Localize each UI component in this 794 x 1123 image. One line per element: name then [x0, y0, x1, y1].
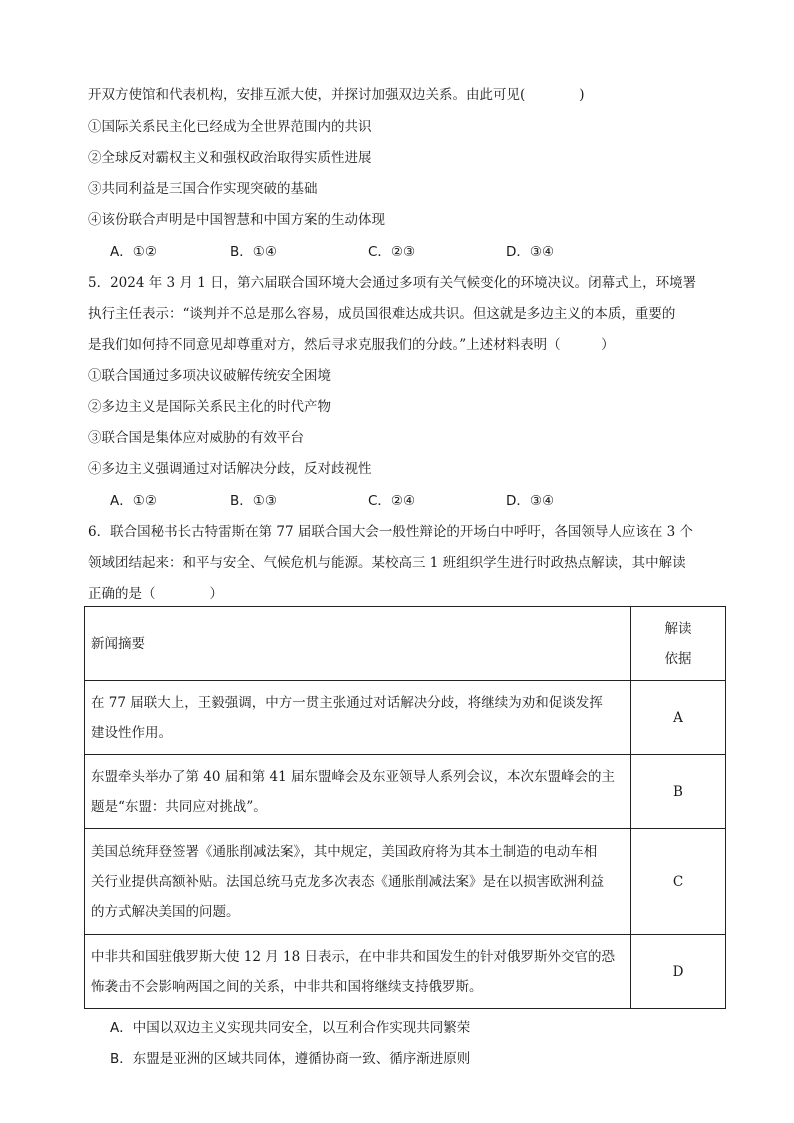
row-a-line-2: 建设性作用。: [91, 724, 172, 741]
row-a-key: A: [631, 681, 726, 755]
table-row: [85, 681, 726, 755]
header-basis: [631, 607, 726, 681]
q5-option-b[interactable]: B．①③: [230, 493, 277, 509]
row-d-line-2: 怖袭击不会影响两国之间的关系，中非共和国将继续支持俄罗斯。: [91, 978, 483, 995]
q6-stem-line-1: 6．联合国秘书长古特雷斯在第 77 届联合国大会一般性辩论的开场白中呼吁，各国领导人应该在 3 个: [88, 524, 694, 540]
q6-stem-line-3: 正确的是（ ）: [88, 586, 223, 602]
q5-stem-line-2: 执行主任表示：“谈判并不总是那么容易，成员国很难达成共识。但这就是多边主义的本质，重要的: [88, 306, 676, 322]
row-d-line-1: 中非共和国驻俄罗斯大使 12 月 18 日表示，在中非共和国发生的针对俄罗斯外交官的恐: [91, 948, 616, 965]
q4-item-4: ④该份联合声明是中国智慧和中国方案的生动体现: [88, 212, 385, 228]
q4-option-c[interactable]: C．②③: [368, 244, 416, 260]
q5-item-1: ①联合国通过多项决议破解传统安全困境: [88, 368, 331, 384]
q4-option-a[interactable]: A．①②: [110, 244, 157, 260]
row-a-line-1: 在 77 届联大上，王毅强调，中方一贯主张通过对话解决分歧，将继续为劝和促谈发挥: [91, 694, 603, 711]
row-a-summary: [85, 681, 631, 755]
row-b-line-1: 东盟牵头举办了第 40 届和第 41 届东盟峰会及东亚领导人系列会议，本次东盟峰会的主: [91, 768, 616, 785]
q4-stem-tail: 开双方使馆和代表机构，安排互派大使，并探讨加强双边关系。由此可见( ): [88, 87, 585, 103]
row-d-key: D: [631, 935, 726, 1009]
row-c-summary: [85, 829, 631, 935]
row-c-line-3: 的方式解决美国的问题。: [91, 903, 240, 920]
header-basis-line-2: 依据: [664, 650, 692, 667]
q4-item-3: ③共同利益是三国合作实现突破的基础: [88, 181, 318, 197]
q6-option-a[interactable]: A．中国以双边主义实现共同安全，以互利合作实现共同繁荣: [110, 1020, 471, 1036]
table-row: [85, 829, 726, 935]
row-d-summary: [85, 935, 631, 1009]
q5-option-a[interactable]: A．①②: [110, 493, 157, 509]
row-b-key: B: [631, 755, 726, 829]
row-c-line-1: 美国总统拜登签署《通胀削减法案》，其中规定，美国政府将为其本土制造的电动车相: [91, 843, 598, 860]
table-row: [85, 935, 726, 1009]
q6-stem-line-2: 领域团结起来：和平与安全、气候危机与能源。某校高三 1 班组织学生进行时政热点解读，其中解读: [88, 555, 686, 571]
q4-option-d[interactable]: D．③④: [506, 244, 555, 260]
q5-item-3: ③联合国是集体应对威胁的有效平台: [88, 430, 304, 446]
row-b-line-2: 题是“东盟：共同应对挑战”。: [91, 798, 267, 815]
table-header-row: [85, 607, 726, 681]
q4-option-b[interactable]: B．①④: [230, 244, 277, 260]
row-c-line-2: 关行业提供高额补贴。法国总统马克龙多次表态《通胀削减法案》是在以损害欧洲利益: [91, 873, 604, 890]
row-c-key: C: [631, 829, 726, 935]
header-news-summary: 新闻摘要: [85, 607, 631, 681]
q4-item-1: ①国际关系民主化已经成为全世界范围内的共识: [88, 119, 372, 135]
q5-item-2: ②多边主义是国际关系民主化的时代产物: [88, 399, 331, 415]
header-basis-line-1: 解读: [664, 620, 692, 637]
q5-option-d[interactable]: D．③④: [506, 493, 555, 509]
news-table: [84, 606, 726, 1009]
q5-stem-line-3: 是我们如何持不同意见却尊重对方，然后寻求克服我们的分歧。”上述材料表明（ ）: [88, 337, 615, 353]
q4-item-2: ②全球反对霸权主义和强权政治取得实质性进展: [88, 150, 372, 166]
row-b-summary: [85, 755, 631, 829]
q5-option-c[interactable]: C．②④: [368, 493, 416, 509]
q5-item-4: ④多边主义强调通过对话解决分歧，反对歧视性: [88, 461, 372, 477]
table-row: [85, 755, 726, 829]
q5-stem-line-1: 5．2024 年 3 月 1 日，第六届联合国环境大会通过多项有关气候变化的环境决议。闭幕式上，环境署: [88, 275, 697, 291]
q6-option-b[interactable]: B．东盟是亚洲的区域共同体，遵循协商一致、循序渐进原则: [110, 1051, 471, 1067]
